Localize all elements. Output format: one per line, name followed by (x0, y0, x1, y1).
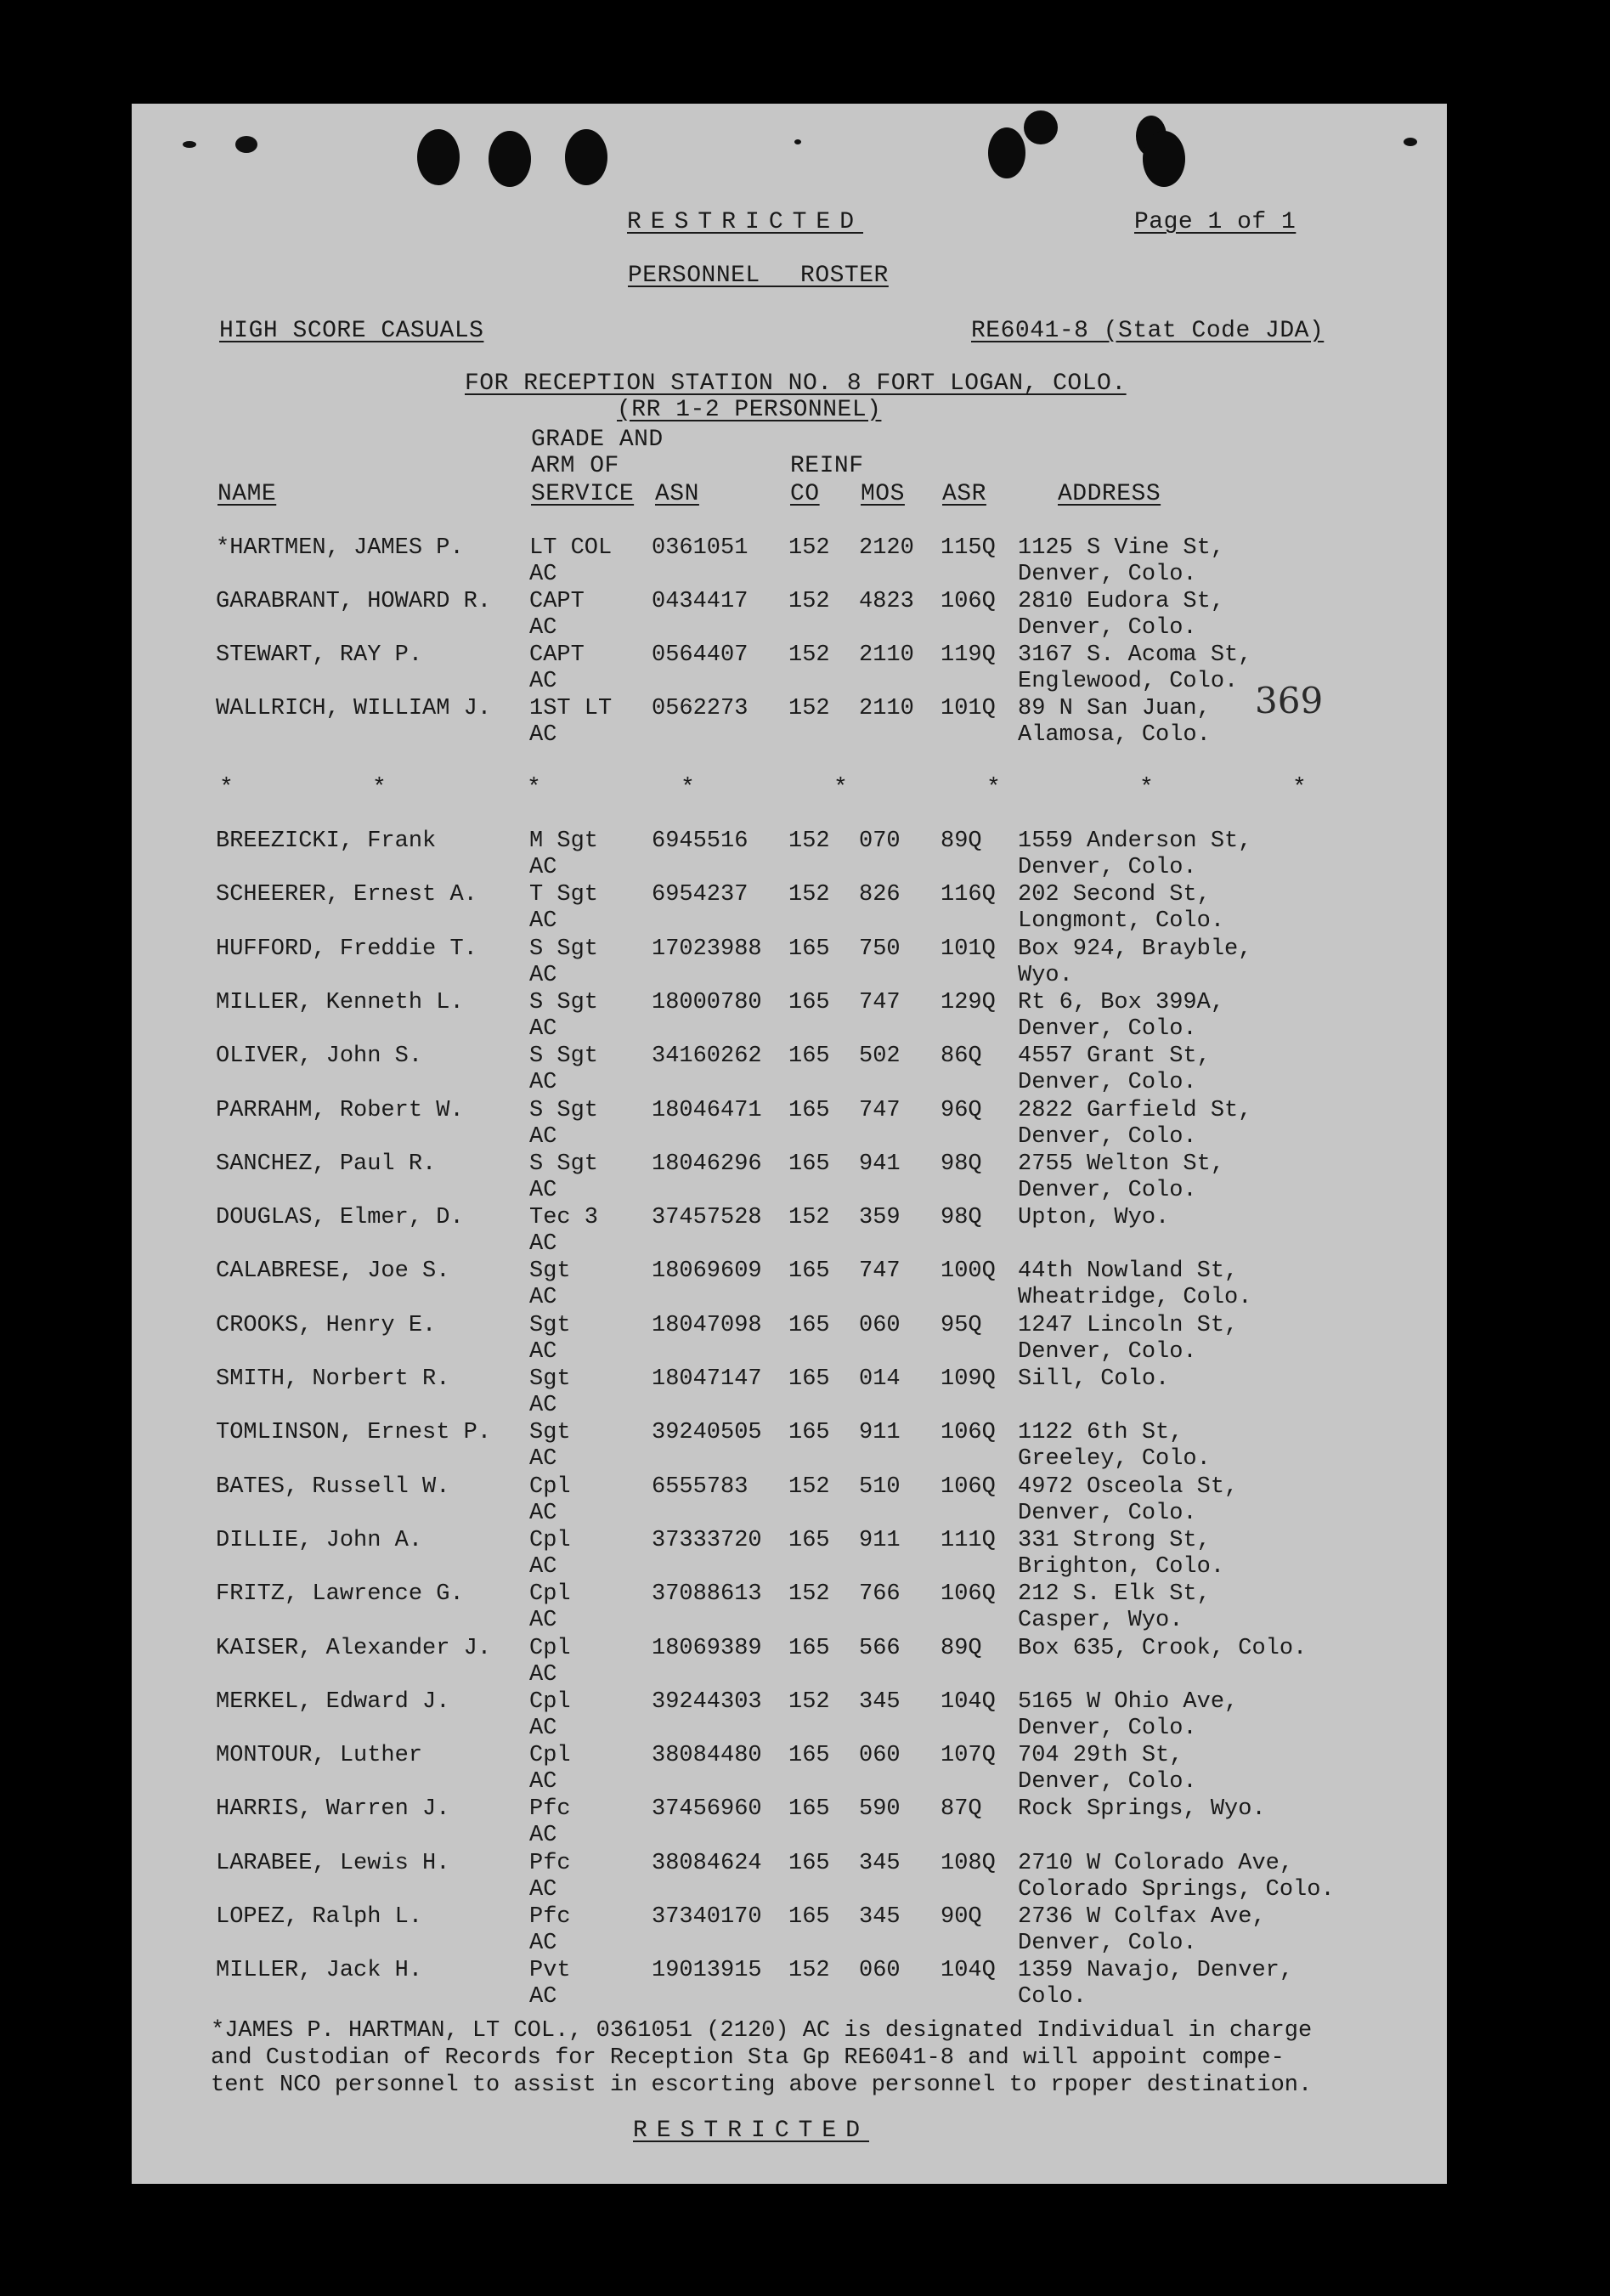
cell-addr2: Denver, Colo. (1018, 562, 1197, 587)
punch-hole (417, 129, 460, 185)
roster-row (132, 1636, 1447, 1689)
cell-name: MERKEL, Edward J. (216, 1688, 450, 1715)
cell-asn: 18046296 (652, 1151, 762, 1177)
cell-asr: 90Q (941, 1904, 982, 1930)
roster-row (132, 589, 1447, 642)
col-asr: ASR (942, 481, 986, 507)
cell-arm: AC (529, 669, 557, 694)
cell-addr2: Brighton, Colo. (1018, 1553, 1225, 1580)
unit-name: HIGH SCORE CASUALS (219, 318, 484, 344)
cell-arm: AC (529, 1661, 557, 1688)
cell-grade: CAPT (529, 589, 585, 614)
cell-co: 165 (788, 1743, 830, 1769)
cell-addr1: 2710 W Colorado Ave, (1018, 1850, 1294, 1876)
cell-asn: 39244303 (652, 1688, 762, 1715)
cell-addr1: 1359 Navajo, Denver, (1018, 1958, 1294, 1984)
cell-arm: AC (529, 1608, 557, 1634)
footnote-line: tent NCO personnel to assist in escorting above personnel to rpoper destination. (211, 2073, 1313, 2098)
group-code: RE6041-8 (Stat Code JDA) (971, 318, 1325, 344)
cell-co: 152 (788, 1473, 830, 1500)
cell-addr1: 331 Strong St, (1018, 1527, 1211, 1553)
cell-grade: Sgt (529, 1258, 571, 1285)
cell-addr1: 1247 Lincoln St, (1018, 1312, 1239, 1338)
cell-arm: AC (529, 908, 557, 935)
cell-co: 152 (788, 1205, 830, 1231)
cell-mos: 060 (859, 1312, 901, 1338)
cell-arm: AC (529, 722, 557, 748)
cell-addr2: Denver, Colo. (1018, 1015, 1197, 1042)
cell-name: SMITH, Norbert R. (216, 1366, 450, 1392)
cell-name: DILLIE, John A. (216, 1527, 423, 1553)
cell-grade: CAPT (529, 642, 585, 668)
cell-mos: 2110 (859, 642, 914, 668)
cell-addr2: Denver, Colo. (1018, 1500, 1197, 1526)
cell-name: SCHEERER, Ernest A. (216, 882, 477, 908)
cell-asn: 18047098 (652, 1312, 762, 1338)
cell-asr: 111Q (941, 1527, 996, 1553)
cell-asn: 37088613 (652, 1581, 762, 1608)
cell-grade: S Sgt (529, 1151, 599, 1177)
cell-asr: 100Q (941, 1258, 996, 1285)
roster-row (132, 1474, 1447, 1528)
roster-row (132, 642, 1447, 696)
cell-asn: 6555783 (652, 1473, 749, 1500)
cell-mos: 4823 (859, 589, 914, 614)
cell-grade: LT COL (529, 535, 613, 561)
cell-addr1: 212 S. Elk St, (1018, 1581, 1211, 1608)
cell-grade: Tec 3 (529, 1205, 599, 1231)
col-mos: MOS (861, 481, 905, 507)
col-asn: ASN (655, 481, 699, 507)
roster-row (132, 1043, 1447, 1097)
roster-row (132, 1313, 1447, 1366)
cell-mos: 502 (859, 1043, 901, 1070)
roster-row (132, 1366, 1447, 1420)
cell-asr: 101Q (941, 696, 996, 721)
cell-addr1: 2755 Welton St, (1018, 1151, 1225, 1177)
cell-addr1: Upton, Wyo. (1018, 1205, 1170, 1231)
cell-arm: AC (529, 615, 557, 641)
cell-name: STEWART, RAY P. (216, 642, 423, 668)
cell-asn: 37340170 (652, 1904, 762, 1930)
cell-addr2: Longmont, Colo. (1018, 908, 1225, 935)
cell-asr: 106Q (941, 589, 996, 614)
cell-mos: 941 (859, 1151, 901, 1177)
separator-star: * (681, 775, 695, 801)
cell-grade: Cpl (529, 1527, 571, 1553)
cell-addr1: 1125 S Vine St, (1018, 535, 1225, 561)
cell-name: SANCHEZ, Paul R. (216, 1151, 437, 1177)
ink-speck (1404, 138, 1417, 146)
cell-addr1: 2736 W Colfax Ave, (1018, 1904, 1266, 1930)
cell-name: BATES, Russell W. (216, 1473, 450, 1500)
cell-co: 152 (788, 1581, 830, 1608)
cell-mos: 060 (859, 1958, 901, 1984)
ink-speck (794, 139, 801, 144)
cell-asr: 89Q (941, 1635, 982, 1661)
cell-mos: 345 (859, 1850, 901, 1876)
punch-hole (565, 129, 607, 185)
cell-mos: 345 (859, 1688, 901, 1715)
cell-arm: AC (529, 1984, 557, 2010)
separator-star: * (986, 775, 1001, 801)
cell-asn: 6954237 (652, 882, 749, 908)
cell-grade: Sgt (529, 1366, 571, 1392)
cell-addr1: 44th Nowland St, (1018, 1258, 1239, 1285)
separator-star: * (219, 775, 234, 801)
cell-asn: 0361051 (652, 535, 749, 561)
page-number: Page 1 of 1 (1134, 209, 1296, 235)
cell-asn: 37333720 (652, 1527, 762, 1553)
cell-grade: S Sgt (529, 936, 599, 962)
cell-arm: AC (529, 1553, 557, 1580)
classification-bottom: RESTRICTED (633, 2118, 870, 2144)
cell-addr2: Denver, Colo. (1018, 1070, 1197, 1096)
cell-addr2: Denver, Colo. (1018, 1338, 1197, 1365)
cell-co: 165 (788, 1527, 830, 1553)
cell-addr1: 1122 6th St, (1018, 1420, 1183, 1446)
cell-asr: 98Q (941, 1151, 982, 1177)
cell-arm: AC (529, 962, 557, 988)
cell-asr: 87Q (941, 1796, 982, 1823)
cell-name: CALABRESE, Joe S. (216, 1258, 450, 1285)
roster-row (132, 535, 1447, 589)
cell-asn: 37456960 (652, 1796, 762, 1823)
cell-mos: 747 (859, 1258, 901, 1285)
cell-asr: 106Q (941, 1473, 996, 1500)
cell-asn: 18069389 (652, 1635, 762, 1661)
cell-asr: 86Q (941, 1043, 982, 1070)
cell-addr2: Denver, Colo. (1018, 1769, 1197, 1796)
roster-row (132, 1528, 1447, 1581)
cell-grade: T Sgt (529, 882, 599, 908)
cell-mos: 2120 (859, 535, 914, 561)
cell-arm: AC (529, 1070, 557, 1096)
roster-row (132, 1904, 1447, 1958)
cell-grade: Sgt (529, 1420, 571, 1446)
cell-arm: AC (529, 1876, 557, 1903)
cell-addr2: Colorado Springs, Colo. (1018, 1876, 1335, 1903)
cell-grade: Sgt (529, 1312, 571, 1338)
cell-arm: AC (529, 1338, 557, 1365)
cell-mos: 014 (859, 1366, 901, 1392)
cell-grade: S Sgt (529, 1097, 599, 1123)
cell-mos: 2110 (859, 696, 914, 721)
col-reinf: REINF (790, 453, 864, 479)
cell-co: 152 (788, 828, 830, 854)
cell-addr2: Denver, Colo. (1018, 1715, 1197, 1741)
cell-grade: Pfc (529, 1796, 571, 1823)
cell-asn: 19013915 (652, 1958, 762, 1984)
cell-asn: 17023988 (652, 936, 762, 962)
cell-co: 152 (788, 642, 830, 668)
cell-co: 152 (788, 1688, 830, 1715)
cell-asn: 39240505 (652, 1420, 762, 1446)
cell-co: 165 (788, 989, 830, 1015)
cell-name: KAISER, Alexander J. (216, 1635, 492, 1661)
roster-row (132, 882, 1447, 936)
roster-row (132, 828, 1447, 882)
cell-mos: 060 (859, 1743, 901, 1769)
cell-addr2: Denver, Colo. (1018, 1177, 1197, 1203)
cell-asr: 98Q (941, 1205, 982, 1231)
cell-name: WALLRICH, WILLIAM J. (216, 696, 492, 721)
col-name: NAME (217, 481, 277, 507)
cell-mos: 750 (859, 936, 901, 962)
cell-co: 165 (788, 936, 830, 962)
cell-grade: Pfc (529, 1850, 571, 1876)
col-grade-line1: GRADE AND (531, 427, 664, 453)
cell-addr1: 2810 Eudora St, (1018, 589, 1225, 614)
cell-name: HUFFORD, Freddie T. (216, 936, 477, 962)
cell-arm: AC (529, 1715, 557, 1741)
ink-speck (235, 136, 257, 153)
separator-star: * (1292, 775, 1307, 801)
cell-name: DOUGLAS, Elmer, D. (216, 1205, 464, 1231)
cell-addr2: Casper, Wyo. (1018, 1608, 1183, 1634)
cell-addr1: 1559 Anderson St, (1018, 828, 1252, 854)
cell-arm: AC (529, 855, 557, 880)
cell-name: FRITZ, Lawrence G. (216, 1581, 464, 1608)
cell-addr1: 4557 Grant St, (1018, 1043, 1211, 1070)
cell-asr: 104Q (941, 1688, 996, 1715)
cell-addr2: Wheatridge, Colo. (1018, 1285, 1252, 1311)
cell-mos: 590 (859, 1796, 901, 1823)
cell-asr: 119Q (941, 642, 996, 668)
cell-name: MILLER, Jack H. (216, 1958, 423, 1984)
col-co: CO (790, 481, 820, 507)
separator-star: * (1139, 775, 1154, 801)
cell-grade: Cpl (529, 1743, 571, 1769)
cell-addr1: 202 Second St, (1018, 882, 1211, 908)
col-address: ADDRESS (1058, 481, 1161, 507)
cell-arm: AC (529, 1823, 557, 1849)
cell-mos: 747 (859, 989, 901, 1015)
roster-row (132, 696, 1447, 749)
footnote-line: and Custodian of Records for Reception Sta Gp RE6041-8 and will appoint compe- (211, 2045, 1285, 2071)
cell-asn: 37457528 (652, 1205, 762, 1231)
cell-arm: AC (529, 1285, 557, 1311)
roster-row (132, 1851, 1447, 1904)
cell-addr2: Alamosa, Colo. (1018, 722, 1211, 748)
roster-row (132, 1205, 1447, 1258)
cell-arm: AC (529, 1231, 557, 1258)
cell-addr2: Englewood, Colo. (1018, 669, 1239, 694)
cell-addr2: Greeley, Colo. (1018, 1446, 1211, 1473)
cell-mos: 070 (859, 828, 901, 854)
cell-grade: 1ST LT (529, 696, 613, 721)
cell-name: BREEZICKI, Frank (216, 828, 437, 854)
cell-asr: 109Q (941, 1366, 996, 1392)
cell-co: 165 (788, 1635, 830, 1661)
cell-addr1: Box 924, Brayble, (1018, 936, 1252, 962)
ink-speck (183, 141, 196, 148)
cell-addr2: Wyo. (1018, 962, 1073, 988)
separator-star: * (833, 775, 848, 801)
cell-grade: Cpl (529, 1635, 571, 1661)
cell-asn: 18000780 (652, 989, 762, 1015)
cell-addr2: Denver, Colo. (1018, 855, 1197, 880)
cell-asr: 107Q (941, 1743, 996, 1769)
footnote (211, 2017, 1434, 2099)
cell-asn: 18046471 (652, 1097, 762, 1123)
cell-arm: AC (529, 562, 557, 587)
roster-row (132, 1743, 1447, 1796)
cell-name: LARABEE, Lewis H. (216, 1850, 450, 1876)
col-grade-line3: SERVICE (531, 481, 635, 507)
cell-co: 165 (788, 1904, 830, 1930)
cell-addr1: Sill, Colo. (1018, 1366, 1170, 1392)
roster-row (132, 1796, 1447, 1850)
roster-row (132, 1420, 1447, 1473)
cell-asn: 0434417 (652, 589, 749, 614)
cell-asr: 95Q (941, 1312, 982, 1338)
cell-asr: 89Q (941, 828, 982, 854)
cell-grade: Cpl (529, 1688, 571, 1715)
cell-asr: 116Q (941, 882, 996, 908)
cell-co: 152 (788, 1958, 830, 1984)
cell-asr: 115Q (941, 535, 996, 561)
roster-row (132, 990, 1447, 1043)
cell-asr: 108Q (941, 1850, 996, 1876)
cell-addr1: Rock Springs, Wyo. (1018, 1796, 1266, 1823)
roster-row (132, 1689, 1447, 1743)
cell-mos: 747 (859, 1097, 901, 1123)
cell-grade: S Sgt (529, 1043, 599, 1070)
cell-co: 165 (788, 1258, 830, 1285)
document-title: PERSONNEL ROSTER (628, 263, 889, 289)
cell-grade: Pvt (529, 1958, 571, 1984)
punch-hole (988, 127, 1025, 178)
cell-co: 165 (788, 1312, 830, 1338)
cell-co: 165 (788, 1366, 830, 1392)
cell-co: 165 (788, 1097, 830, 1123)
cell-asr: 106Q (941, 1581, 996, 1608)
cell-addr2: Denver, Colo. (1018, 1931, 1197, 1956)
separator-star: * (527, 775, 541, 801)
cell-addr1: 2822 Garfield St, (1018, 1097, 1252, 1123)
cell-asr: 106Q (941, 1420, 996, 1446)
handwritten-number: 369 (1255, 680, 1324, 721)
cell-co: 165 (788, 1151, 830, 1177)
cell-asn: 38084480 (652, 1743, 762, 1769)
cell-name: CROOKS, Henry E. (216, 1312, 437, 1338)
cell-asn: 38084624 (652, 1850, 762, 1876)
cell-name: LOPEZ, Ralph L. (216, 1904, 423, 1930)
cell-grade: Cpl (529, 1581, 571, 1608)
cell-addr1: 89 N San Juan, (1018, 696, 1211, 721)
cell-arm: AC (529, 1446, 557, 1473)
punch-hole (1024, 110, 1058, 144)
cell-addr1: 5165 W Ohio Ave, (1018, 1688, 1239, 1715)
destination: FOR RECEPTION STATION NO. 8 FORT LOGAN, COLO. (465, 370, 1127, 397)
subtitle: (RR 1-2 PERSONNEL) (617, 397, 882, 423)
cell-grade: Pfc (529, 1904, 571, 1930)
cell-arm: AC (529, 1500, 557, 1526)
cell-mos: 359 (859, 1205, 901, 1231)
cell-asn: 0564407 (652, 642, 749, 668)
cell-name: MILLER, Kenneth L. (216, 989, 464, 1015)
cell-mos: 911 (859, 1420, 901, 1446)
cell-asr: 96Q (941, 1097, 982, 1123)
cell-addr2: Colo. (1018, 1984, 1087, 2010)
roster-row (132, 1098, 1447, 1151)
roster-row (132, 1958, 1447, 2011)
cell-addr1: 4972 Osceola St, (1018, 1473, 1239, 1500)
cell-addr2: Denver, Colo. (1018, 615, 1197, 641)
cell-addr1: Box 635, Crook, Colo. (1018, 1635, 1308, 1661)
cell-asn: 18047147 (652, 1366, 762, 1392)
cell-asn: 6945516 (652, 828, 749, 854)
punch-hole (489, 131, 531, 187)
cell-asr: 129Q (941, 989, 996, 1015)
cell-name: *HARTMEN, JAMES P. (216, 535, 464, 561)
cell-co: 165 (788, 1850, 830, 1876)
cell-name: TOMLINSON, Ernest P. (216, 1420, 492, 1446)
cell-addr1: 3167 S. Acoma St, (1018, 642, 1252, 668)
cell-arm: AC (529, 1393, 557, 1418)
roster-row (132, 1581, 1447, 1635)
cell-co: 165 (788, 1043, 830, 1070)
cell-mos: 766 (859, 1581, 901, 1608)
cell-addr1: Rt 6, Box 399A, (1018, 989, 1225, 1015)
cell-asn: 34160262 (652, 1043, 762, 1070)
cell-asn: 0562273 (652, 696, 749, 721)
cell-mos: 826 (859, 882, 901, 908)
cell-name: HARRIS, Warren J. (216, 1796, 450, 1823)
roster-row (132, 936, 1447, 990)
cell-mos: 566 (859, 1635, 901, 1661)
roster-row (132, 1151, 1447, 1205)
cell-arm: AC (529, 1769, 557, 1796)
cell-co: 152 (788, 535, 830, 561)
cell-co: 152 (788, 696, 830, 721)
cell-grade: Cpl (529, 1473, 571, 1500)
cell-co: 165 (788, 1796, 830, 1823)
col-grade-line2: ARM OF (531, 453, 619, 479)
cell-co: 152 (788, 882, 830, 908)
cell-co: 165 (788, 1420, 830, 1446)
punch-hole (1143, 131, 1185, 187)
cell-arm: AC (529, 1015, 557, 1042)
cell-mos: 510 (859, 1473, 901, 1500)
footnote-line: *JAMES P. HARTMAN, LT COL., 0361051 (2120) AC is designated Individual in charge (211, 2018, 1313, 2044)
cell-mos: 911 (859, 1527, 901, 1553)
cell-asr: 101Q (941, 936, 996, 962)
cell-addr1: 704 29th St, (1018, 1743, 1183, 1769)
cell-arm: AC (529, 1931, 557, 1956)
cell-grade: M Sgt (529, 828, 599, 854)
cell-name: GARABRANT, HOWARD R. (216, 589, 492, 614)
cell-name: OLIVER, John S. (216, 1043, 423, 1070)
cell-asn: 18069609 (652, 1258, 762, 1285)
cell-arm: AC (529, 1177, 557, 1203)
cell-name: MONTOUR, Luther (216, 1743, 423, 1769)
cell-asr: 104Q (941, 1958, 996, 1984)
classification-top: RESTRICTED (627, 209, 864, 235)
cell-grade: S Sgt (529, 989, 599, 1015)
cell-name: PARRAHM, Robert W. (216, 1097, 464, 1123)
cell-mos: 345 (859, 1904, 901, 1930)
roster-page (132, 104, 1447, 2184)
cell-co: 152 (788, 589, 830, 614)
cell-addr2: Denver, Colo. (1018, 1123, 1197, 1150)
cell-arm: AC (529, 1123, 557, 1150)
roster-row (132, 1258, 1447, 1312)
separator-star: * (372, 775, 387, 801)
